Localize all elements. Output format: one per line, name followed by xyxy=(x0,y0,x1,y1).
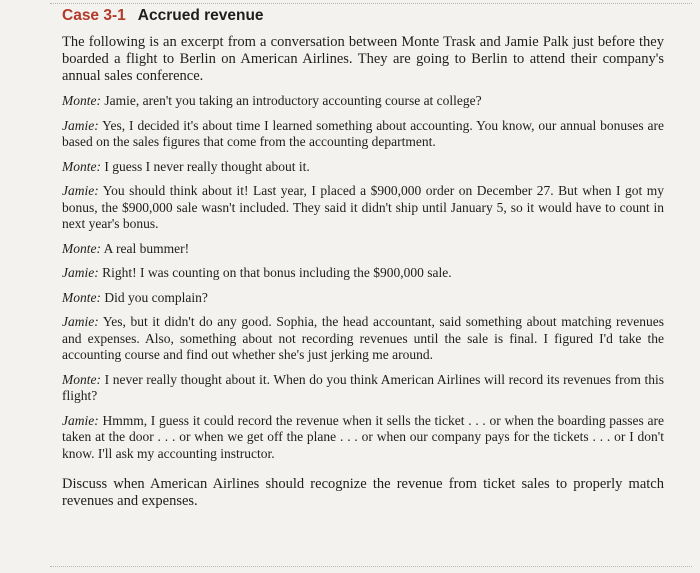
dialogue-text: I guess I never really thought about it. xyxy=(104,158,310,174)
dialogue-text: Jamie, aren't you taking an introductory accounting course at college? xyxy=(104,93,482,108)
speaker-name: Jamie: xyxy=(62,265,99,280)
dialogue-line xyxy=(62,413,664,463)
dialogue-text: Yes, but it didn't do any good. Sophia, the head accountant, said something about matching revenues and expenses. Also, something about not recording revenues until the sale is final. I figured I'd take the accounting course and find out whether she's just jerking me around. xyxy=(62,314,665,362)
case-label: Case 3-1 xyxy=(62,7,126,24)
dialogue-line xyxy=(62,314,664,364)
dialogue-line xyxy=(62,290,664,307)
dialogue-line xyxy=(62,159,664,176)
speaker-name: Monte: xyxy=(62,371,101,387)
speaker-name: Monte: xyxy=(62,289,101,305)
discussion-question: Discuss when American Airlines should recognize the revenue from ticket sales to properly match revenues and expenses. xyxy=(62,476,664,509)
bottom-divider xyxy=(50,566,692,567)
dialogue-text: A real bummer! xyxy=(103,240,190,256)
speaker-name: Monte: xyxy=(62,240,101,256)
dialogue-text: Did you complain? xyxy=(104,289,208,305)
speaker-name: Monte: xyxy=(62,158,101,174)
dialogue-line xyxy=(62,93,664,110)
speaker-name: Jamie: xyxy=(62,314,99,329)
case-heading xyxy=(62,6,664,26)
dialogue-line xyxy=(62,372,664,405)
dialogue-text: Right! I was counting on that bonus including the $900,000 sale. xyxy=(102,265,452,280)
dialogue-line xyxy=(62,241,664,258)
speaker-name: Monte: xyxy=(62,93,101,108)
speaker-name: Jamie: xyxy=(62,183,99,198)
dialogue-text: Hmmm, I guess it could record the revenue when it sells the ticket . . . or when the boarding passes are taken at the door . . . or when we get off the plane . . . or when our company pays for the tickets . . . or I don't know. I'll ask my accounting instructor. xyxy=(62,412,664,461)
speaker-name: Jamie: xyxy=(62,412,99,428)
top-divider xyxy=(50,3,692,4)
dialogue-line xyxy=(62,183,664,233)
dialogue-text: Yes, I decided it's about time I learned something about accounting. You know, our annual bonuses are based on the sales figures that come from the accounting department. xyxy=(62,117,664,149)
dialogue-line xyxy=(62,265,664,282)
speaker-name: Jamie: xyxy=(62,117,99,133)
intro-paragraph: The following is an excerpt from a conversation between Monte Trask and Jamie Palk just before they boarded a flight to Berlin on American Airlines. They are going to Berlin to attend their company's annual sales conference. xyxy=(62,34,664,84)
dialogue-line xyxy=(62,118,664,151)
dialogue-text: You should think about it! Last year, I placed a $900,000 order on December 27. But when I got my bonus, the $900,000 sale wasn't included. They said it didn't ship until January 5, so it would have to count in next year's bonus. xyxy=(62,183,665,231)
dialogue xyxy=(62,93,664,462)
case-page xyxy=(62,6,664,510)
case-title: Accrued revenue xyxy=(137,7,264,24)
dialogue-text: I never really thought about it. When do you think American Airlines will record its revenues from this flight? xyxy=(62,371,665,403)
